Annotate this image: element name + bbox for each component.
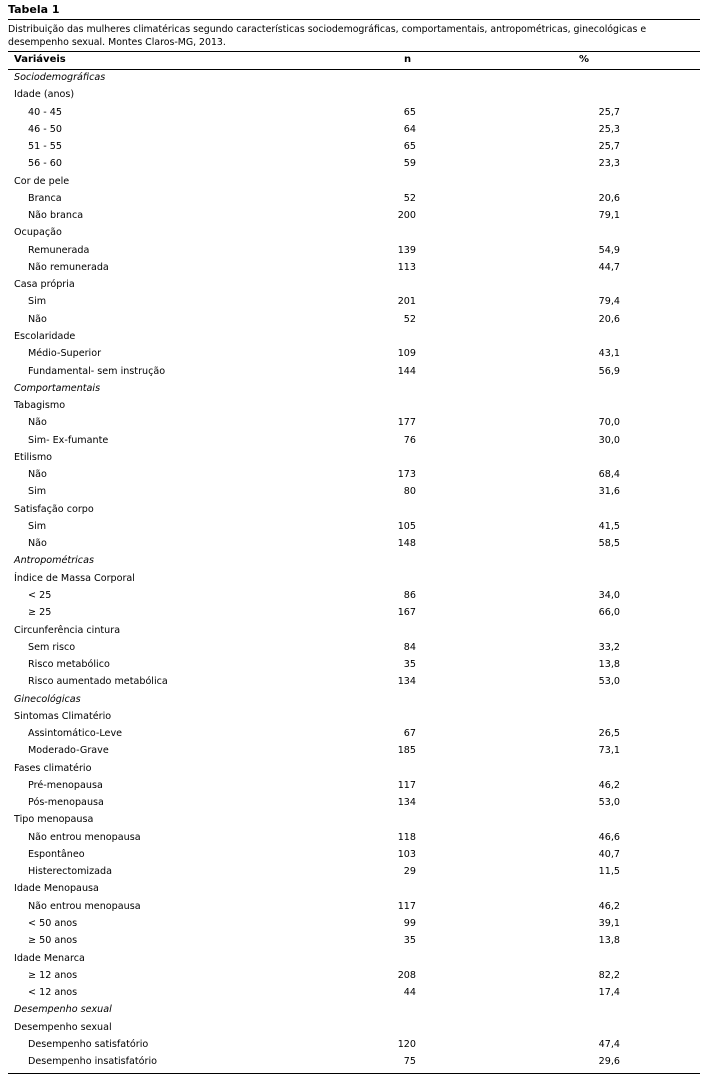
row-label: Pós-menopausa bbox=[28, 797, 104, 809]
table-body bbox=[8, 69, 700, 1070]
group-row bbox=[8, 1019, 700, 1036]
row-n-value: 59 bbox=[403, 158, 416, 170]
row-percent-value: 40,7 bbox=[598, 848, 620, 860]
row-label: Sintomas Climatério bbox=[14, 710, 112, 722]
row-label: Não bbox=[28, 538, 47, 550]
table-row bbox=[8, 794, 700, 811]
row-percent-value: 43,1 bbox=[598, 348, 620, 360]
row-percent-value: 46,2 bbox=[598, 900, 620, 912]
row-percent-value: 29,6 bbox=[598, 1056, 620, 1068]
group-row bbox=[8, 397, 700, 414]
table-row bbox=[8, 932, 700, 949]
row-percent-value: 53,0 bbox=[598, 797, 620, 809]
row-label: Idade (anos) bbox=[14, 89, 75, 101]
row-n-value: 52 bbox=[403, 313, 416, 325]
row-label: Tabagismo bbox=[14, 400, 66, 412]
group-row bbox=[8, 760, 700, 777]
row-percent-value: 58,5 bbox=[598, 538, 620, 550]
row-label: Sim- Ex-fumante bbox=[28, 434, 109, 446]
row-percent-value: 73,1 bbox=[598, 745, 620, 757]
row-label: 51 - 55 bbox=[28, 141, 62, 153]
row-percent-value: 66,0 bbox=[598, 607, 620, 619]
row-n-value: 167 bbox=[397, 607, 416, 619]
table-row bbox=[8, 656, 700, 673]
row-label: Não bbox=[28, 313, 47, 325]
table-row bbox=[8, 1036, 700, 1053]
row-n-value: 99 bbox=[403, 918, 416, 930]
row-n-value: 113 bbox=[397, 261, 416, 273]
table-row bbox=[8, 673, 700, 690]
row-percent-value: 79,1 bbox=[598, 210, 620, 222]
group-row bbox=[8, 501, 700, 518]
table-header bbox=[8, 53, 700, 68]
row-percent-value: 34,0 bbox=[598, 589, 620, 601]
row-n-value: 64 bbox=[403, 123, 416, 135]
row-percent-value: 25,7 bbox=[598, 106, 620, 118]
row-label: < 25 bbox=[28, 589, 52, 601]
row-label: Remunerada bbox=[28, 244, 90, 256]
row-label: 56 - 60 bbox=[28, 158, 62, 170]
group-row bbox=[8, 708, 700, 725]
table-row bbox=[8, 104, 700, 121]
row-percent-value: 44,7 bbox=[598, 261, 620, 273]
row-percent-value: 79,4 bbox=[598, 296, 620, 308]
row-n-value: 75 bbox=[403, 1056, 416, 1068]
row-n-value: 173 bbox=[397, 469, 416, 481]
row-n-value: 144 bbox=[397, 365, 416, 377]
row-label: Tipo menopausa bbox=[14, 814, 94, 826]
section-row bbox=[8, 69, 700, 86]
table-top-rule bbox=[8, 51, 700, 52]
row-percent-value: 13,8 bbox=[598, 935, 620, 947]
row-label: Sem risco bbox=[28, 641, 76, 653]
group-row bbox=[8, 811, 700, 828]
row-percent-value: 68,4 bbox=[598, 469, 620, 481]
row-n-value: 148 bbox=[397, 538, 416, 550]
table-row bbox=[8, 483, 700, 500]
table-row bbox=[8, 863, 700, 880]
table-row bbox=[8, 432, 700, 449]
row-percent-value: 46,6 bbox=[598, 831, 620, 843]
group-row bbox=[8, 570, 700, 587]
row-percent-value: 54,9 bbox=[598, 244, 620, 256]
table-row bbox=[8, 1053, 700, 1070]
table-label: Tabela 1 bbox=[8, 3, 60, 16]
row-label: Moderado-Grave bbox=[28, 745, 109, 757]
table-row bbox=[8, 259, 700, 276]
row-label: Índice de Massa Corporal bbox=[14, 572, 135, 584]
row-n-value: 118 bbox=[397, 831, 416, 843]
table-row bbox=[8, 777, 700, 794]
column-header-variables: Variáveis bbox=[14, 54, 66, 65]
row-percent-value: 17,4 bbox=[598, 987, 620, 999]
row-label: Fundamental- sem instrução bbox=[28, 365, 166, 377]
row-label: Fases climatério bbox=[14, 762, 92, 774]
row-label: 40 - 45 bbox=[28, 106, 62, 118]
row-label: Cor de pele bbox=[14, 175, 70, 187]
column-header-n: n bbox=[404, 54, 412, 65]
row-label: Antropométricas bbox=[14, 555, 94, 567]
row-label: Casa própria bbox=[14, 279, 75, 291]
row-n-value: 44 bbox=[403, 987, 416, 999]
table-bottom-rule bbox=[8, 1073, 700, 1074]
row-percent-value: 46,2 bbox=[598, 779, 620, 791]
table-row bbox=[8, 604, 700, 621]
row-label: Não remunerada bbox=[28, 261, 109, 273]
table-row bbox=[8, 190, 700, 207]
row-label: Satisfação corpo bbox=[14, 503, 94, 515]
row-label: Não entrou menopausa bbox=[28, 900, 141, 912]
row-n-value: 201 bbox=[397, 296, 416, 308]
row-percent-value: 30,0 bbox=[598, 434, 620, 446]
row-percent-value: 25,7 bbox=[598, 141, 620, 153]
table-row bbox=[8, 898, 700, 915]
row-label: < 12 anos bbox=[28, 987, 78, 999]
row-n-value: 103 bbox=[397, 848, 416, 860]
row-percent-value: 47,4 bbox=[598, 1038, 620, 1050]
row-label: Não bbox=[28, 469, 47, 481]
row-n-value: 29 bbox=[403, 866, 416, 878]
row-n-value: 86 bbox=[403, 589, 416, 601]
row-n-value: 35 bbox=[403, 935, 416, 947]
row-label: Desempenho satisfatório bbox=[28, 1038, 149, 1050]
group-row bbox=[8, 86, 700, 103]
group-row bbox=[8, 622, 700, 639]
table-row bbox=[8, 363, 700, 380]
row-n-value: 67 bbox=[403, 728, 416, 740]
row-label: < 50 anos bbox=[28, 918, 78, 930]
row-percent-value: 20,6 bbox=[598, 192, 620, 204]
row-label: ≥ 12 anos bbox=[28, 969, 78, 981]
row-label: Desempenho insatisfatório bbox=[28, 1056, 158, 1068]
table-row bbox=[8, 311, 700, 328]
row-label: Médio-Superior bbox=[28, 348, 102, 360]
row-label: Branca bbox=[28, 192, 62, 204]
table-row bbox=[8, 155, 700, 172]
table-row bbox=[8, 829, 700, 846]
table-row bbox=[8, 639, 700, 656]
row-label: Espontâneo bbox=[28, 848, 85, 860]
row-n-value: 105 bbox=[397, 520, 416, 532]
row-percent-value: 33,2 bbox=[598, 641, 620, 653]
table-row bbox=[8, 725, 700, 742]
table-row bbox=[8, 535, 700, 552]
section-row bbox=[8, 380, 700, 397]
row-label: Assintomático-Leve bbox=[28, 728, 123, 740]
row-label: ≥ 50 anos bbox=[28, 935, 78, 947]
table-row bbox=[8, 207, 700, 224]
row-percent-value: 23,3 bbox=[598, 158, 620, 170]
row-label: Sim bbox=[28, 486, 47, 498]
row-percent-value: 82,2 bbox=[598, 969, 620, 981]
table-row bbox=[8, 138, 700, 155]
row-n-value: 117 bbox=[397, 779, 416, 791]
group-row bbox=[8, 224, 700, 241]
row-label: Ginecológicas bbox=[14, 693, 81, 705]
row-percent-value: 56,9 bbox=[598, 365, 620, 377]
row-n-value: 120 bbox=[397, 1038, 416, 1050]
row-percent-value: 20,6 bbox=[598, 313, 620, 325]
title-rule bbox=[8, 19, 700, 20]
table-row bbox=[8, 846, 700, 863]
row-label: Sim bbox=[28, 296, 47, 308]
row-percent-value: 31,6 bbox=[598, 486, 620, 498]
row-label: Não branca bbox=[28, 210, 84, 222]
table-row bbox=[8, 915, 700, 932]
row-label: Risco metabólico bbox=[28, 659, 110, 671]
row-percent-value: 13,8 bbox=[598, 659, 620, 671]
row-label: Não entrou menopausa bbox=[28, 831, 141, 843]
row-n-value: 84 bbox=[403, 641, 416, 653]
row-n-value: 52 bbox=[403, 192, 416, 204]
row-label: Histerectomizada bbox=[28, 866, 112, 878]
row-label: Idade Menarca bbox=[14, 952, 85, 964]
row-label: Circunferência cintura bbox=[14, 624, 121, 636]
group-row bbox=[8, 950, 700, 967]
column-header-percent: % bbox=[579, 54, 590, 65]
section-row bbox=[8, 552, 700, 569]
row-label: Comportamentais bbox=[14, 382, 101, 394]
row-label: Idade Menopausa bbox=[14, 883, 99, 895]
row-label: Desempenho sexual bbox=[14, 1004, 112, 1016]
table-row bbox=[8, 414, 700, 431]
row-n-value: 65 bbox=[403, 141, 416, 153]
table-row bbox=[8, 242, 700, 259]
row-label: Pré-menopausa bbox=[28, 779, 103, 791]
row-label: 46 - 50 bbox=[28, 123, 62, 135]
row-n-value: 200 bbox=[397, 210, 416, 222]
group-row bbox=[8, 173, 700, 190]
table-row bbox=[8, 345, 700, 362]
row-percent-value: 70,0 bbox=[598, 417, 620, 429]
row-n-value: 65 bbox=[403, 106, 416, 118]
row-label: Desempenho sexual bbox=[14, 1021, 112, 1033]
row-label: Ocupação bbox=[14, 227, 62, 239]
table-row bbox=[8, 984, 700, 1001]
table-row bbox=[8, 518, 700, 535]
section-row bbox=[8, 1001, 700, 1018]
row-n-value: 208 bbox=[397, 969, 416, 981]
row-label: Não bbox=[28, 417, 47, 429]
row-n-value: 185 bbox=[397, 745, 416, 757]
row-n-value: 134 bbox=[397, 676, 416, 688]
table-row bbox=[8, 967, 700, 984]
group-row bbox=[8, 449, 700, 466]
group-row bbox=[8, 880, 700, 897]
table-row bbox=[8, 587, 700, 604]
table-row bbox=[8, 293, 700, 310]
row-percent-value: 39,1 bbox=[598, 918, 620, 930]
row-n-value: 177 bbox=[397, 417, 416, 429]
table-caption: Distribuição das mulheres climatéricas segundo características sociodemográficas, comportamentais, antropométricas, ginecológicas e desempenho sexual. Montes Claros-MG, 2013. bbox=[8, 24, 647, 48]
row-n-value: 134 bbox=[397, 797, 416, 809]
row-label: ≥ 25 bbox=[28, 607, 52, 619]
row-label: Risco aumentado metabólica bbox=[28, 676, 168, 688]
row-percent-value: 41,5 bbox=[598, 520, 620, 532]
table-row bbox=[8, 742, 700, 759]
row-label: Sociodemográficas bbox=[14, 72, 106, 83]
group-row bbox=[8, 328, 700, 345]
row-percent-value: 26,5 bbox=[598, 728, 620, 740]
row-n-value: 80 bbox=[403, 486, 416, 498]
table-row bbox=[8, 121, 700, 138]
group-row bbox=[8, 276, 700, 293]
row-percent-value: 25,3 bbox=[598, 123, 620, 135]
table-row bbox=[8, 466, 700, 483]
row-n-value: 35 bbox=[403, 659, 416, 671]
row-n-value: 117 bbox=[397, 900, 416, 912]
row-n-value: 109 bbox=[397, 348, 416, 360]
row-label: Etilismo bbox=[14, 451, 53, 463]
row-percent-value: 11,5 bbox=[598, 866, 620, 878]
row-n-value: 139 bbox=[397, 244, 416, 256]
row-label: Escolaridade bbox=[14, 330, 76, 342]
row-n-value: 76 bbox=[403, 434, 416, 446]
row-percent-value: 53,0 bbox=[598, 676, 620, 688]
row-label: Sim bbox=[28, 520, 47, 532]
section-row bbox=[8, 691, 700, 708]
